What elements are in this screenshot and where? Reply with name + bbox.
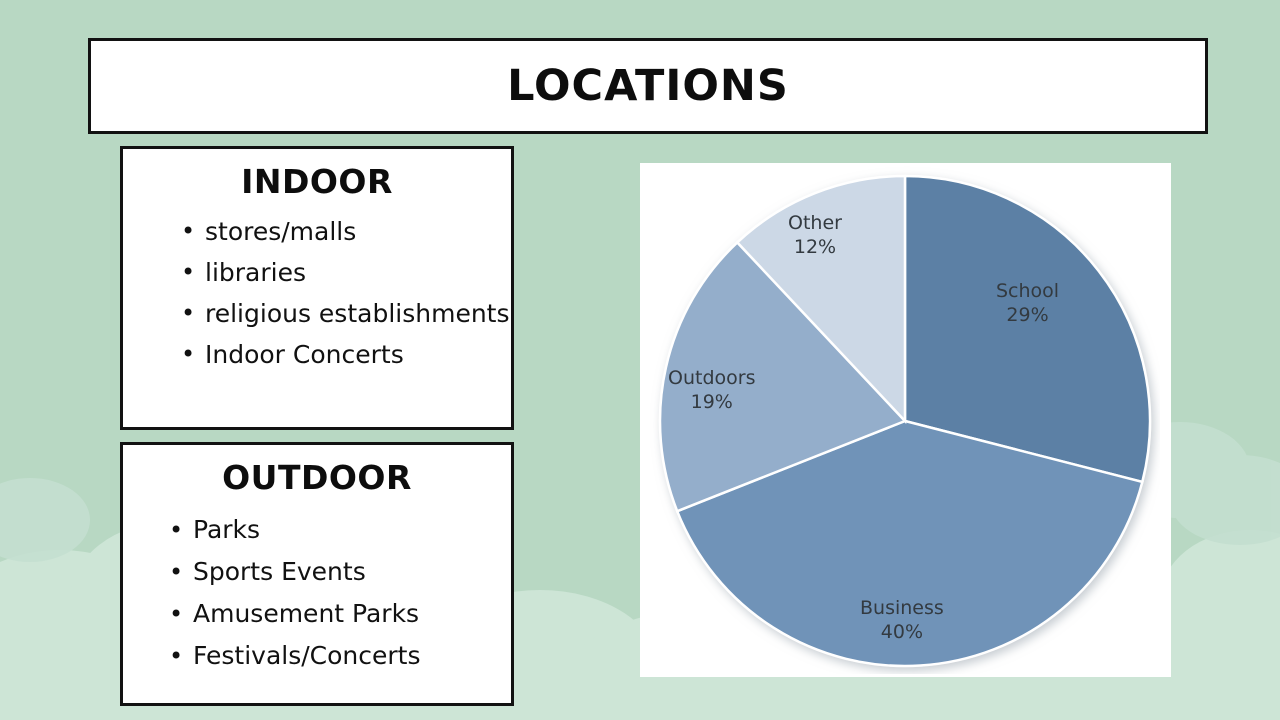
pie-chart-card bbox=[640, 163, 1171, 677]
list-item: • Parks bbox=[169, 509, 511, 551]
outdoor-panel bbox=[120, 442, 514, 706]
indoor-panel bbox=[120, 146, 514, 430]
pie-slice-value: 12% bbox=[793, 236, 837, 258]
pie-slice-value: 40% bbox=[880, 621, 924, 643]
pie-slice-value: 29% bbox=[1006, 304, 1049, 326]
list-item: • Amusement Parks bbox=[169, 593, 511, 635]
indoor-panel-heading: INDOOR bbox=[241, 162, 393, 201]
pie-slice-label-other bbox=[788, 211, 842, 259]
list-item: • Indoor Concerts bbox=[181, 334, 511, 375]
pie-slice-name: Other bbox=[788, 212, 842, 234]
pie-slice-value: 19% bbox=[690, 391, 733, 413]
pie-slice-label-school bbox=[996, 279, 1059, 327]
pie-slice-name: Outdoors bbox=[668, 367, 756, 389]
pie-slice-label-outdoors bbox=[668, 366, 755, 414]
list-item: • libraries bbox=[181, 252, 511, 293]
list-item: • religious establishments bbox=[181, 293, 511, 334]
outdoor-list bbox=[123, 509, 511, 677]
page-title: LOCATIONS bbox=[507, 61, 789, 111]
pie-slice-label-business bbox=[860, 596, 944, 644]
slide-title-box bbox=[88, 38, 1208, 134]
pie-slice-name: School bbox=[996, 280, 1060, 302]
indoor-list bbox=[123, 211, 511, 375]
list-item: • Festivals/Concerts bbox=[169, 635, 511, 677]
pie-slice-name: Business bbox=[860, 597, 944, 619]
outdoor-panel-heading: OUTDOOR bbox=[222, 458, 412, 497]
pie-chart bbox=[650, 166, 1160, 674]
list-item: • Sports Events bbox=[169, 551, 511, 593]
list-item: • stores/malls bbox=[181, 211, 511, 252]
